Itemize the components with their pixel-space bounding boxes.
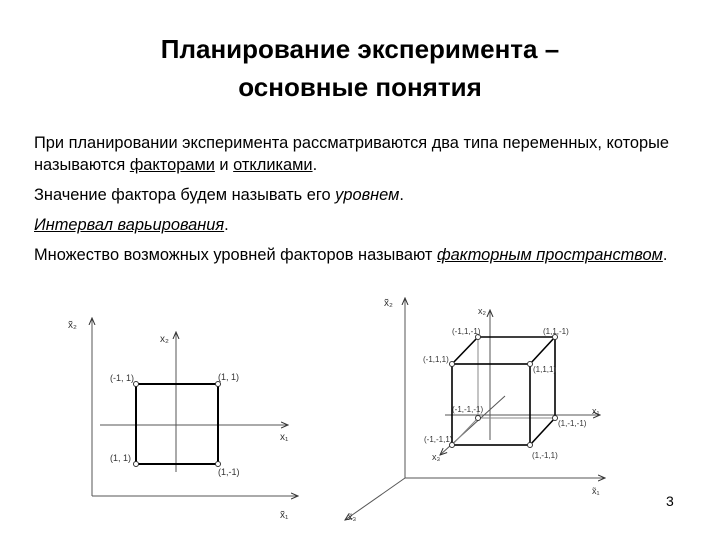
term-factors: факторами <box>129 156 215 174</box>
label-axis-y-tilde: x̃₂ <box>68 320 77 331</box>
label-axis-x-tilde: x̃₁ <box>280 510 289 521</box>
label-corner-br: (1,-1) <box>218 467 240 477</box>
term-responses: откликами <box>233 156 313 174</box>
label-axis-x1-tilde: x̃₁ <box>592 486 600 496</box>
text: . <box>399 186 404 204</box>
text: Значение фактора будем называть его <box>34 186 336 204</box>
diagram-2d <box>68 318 298 521</box>
label-vertex: (-1,-1,-1) <box>452 405 484 414</box>
cube-hidden-edge <box>452 418 478 445</box>
vertex-point <box>528 362 533 367</box>
term-level: уровнем <box>335 186 400 204</box>
label-vertex: (-1,-1,1) <box>424 435 453 444</box>
term-factor-space: факторным пространством <box>436 246 663 264</box>
label-axis-x1: x₁ <box>592 406 600 416</box>
label-axis-x2: x₂ <box>478 306 486 316</box>
corner-point <box>134 382 139 387</box>
term-variation-interval: Интервал варьирования <box>34 216 225 234</box>
label-corner-tr: (1, 1) <box>218 372 240 382</box>
label-axis-y: x₂ <box>160 334 169 345</box>
vertex-point <box>450 362 455 367</box>
vertex-point <box>553 416 558 421</box>
cube-edge <box>530 418 555 445</box>
label-corner-bl: (1, 1) <box>110 453 132 463</box>
text: Множество возможных уровней факторов называют <box>34 246 437 264</box>
vertex-point <box>476 416 481 421</box>
label-vertex: (1,1,-1) <box>543 327 569 336</box>
label-axis-x2-tilde: x̃₂ <box>384 298 393 309</box>
text: При планировании эксперимента рассматриваются два типа переменных, которые называются <box>34 134 670 174</box>
corner-point <box>134 462 139 467</box>
label-axis-x3: x₃ <box>432 452 441 462</box>
corner-point <box>216 382 221 387</box>
text: . <box>224 216 229 234</box>
text: . <box>312 156 318 174</box>
design-square <box>136 384 218 464</box>
label-corner-tl: (-1, 1) <box>110 373 135 383</box>
cube-edge <box>452 337 478 364</box>
label-vertex: (-1,1,1) <box>423 355 449 364</box>
title-line-1: Планирование эксперимента – <box>160 34 560 64</box>
page-number: 3 <box>666 493 674 509</box>
vertex-point <box>528 443 533 448</box>
label-vertex: (-1,1,-1) <box>452 327 481 336</box>
corner-point <box>216 462 221 467</box>
label-vertex: (1,-1,1) <box>532 451 558 460</box>
label-axis-x: x₁ <box>280 432 289 443</box>
text: . <box>662 246 668 264</box>
title-line-2: основные понятия <box>238 72 482 102</box>
text: и <box>214 156 234 174</box>
label-vertex: (1,1,1) <box>533 365 557 374</box>
label-vertex: (1,-1,-1) <box>558 419 587 428</box>
label-axis-x3-tilde: x̃₃ <box>348 512 357 522</box>
diagram-3d <box>345 298 605 522</box>
cube-edge <box>530 337 555 364</box>
